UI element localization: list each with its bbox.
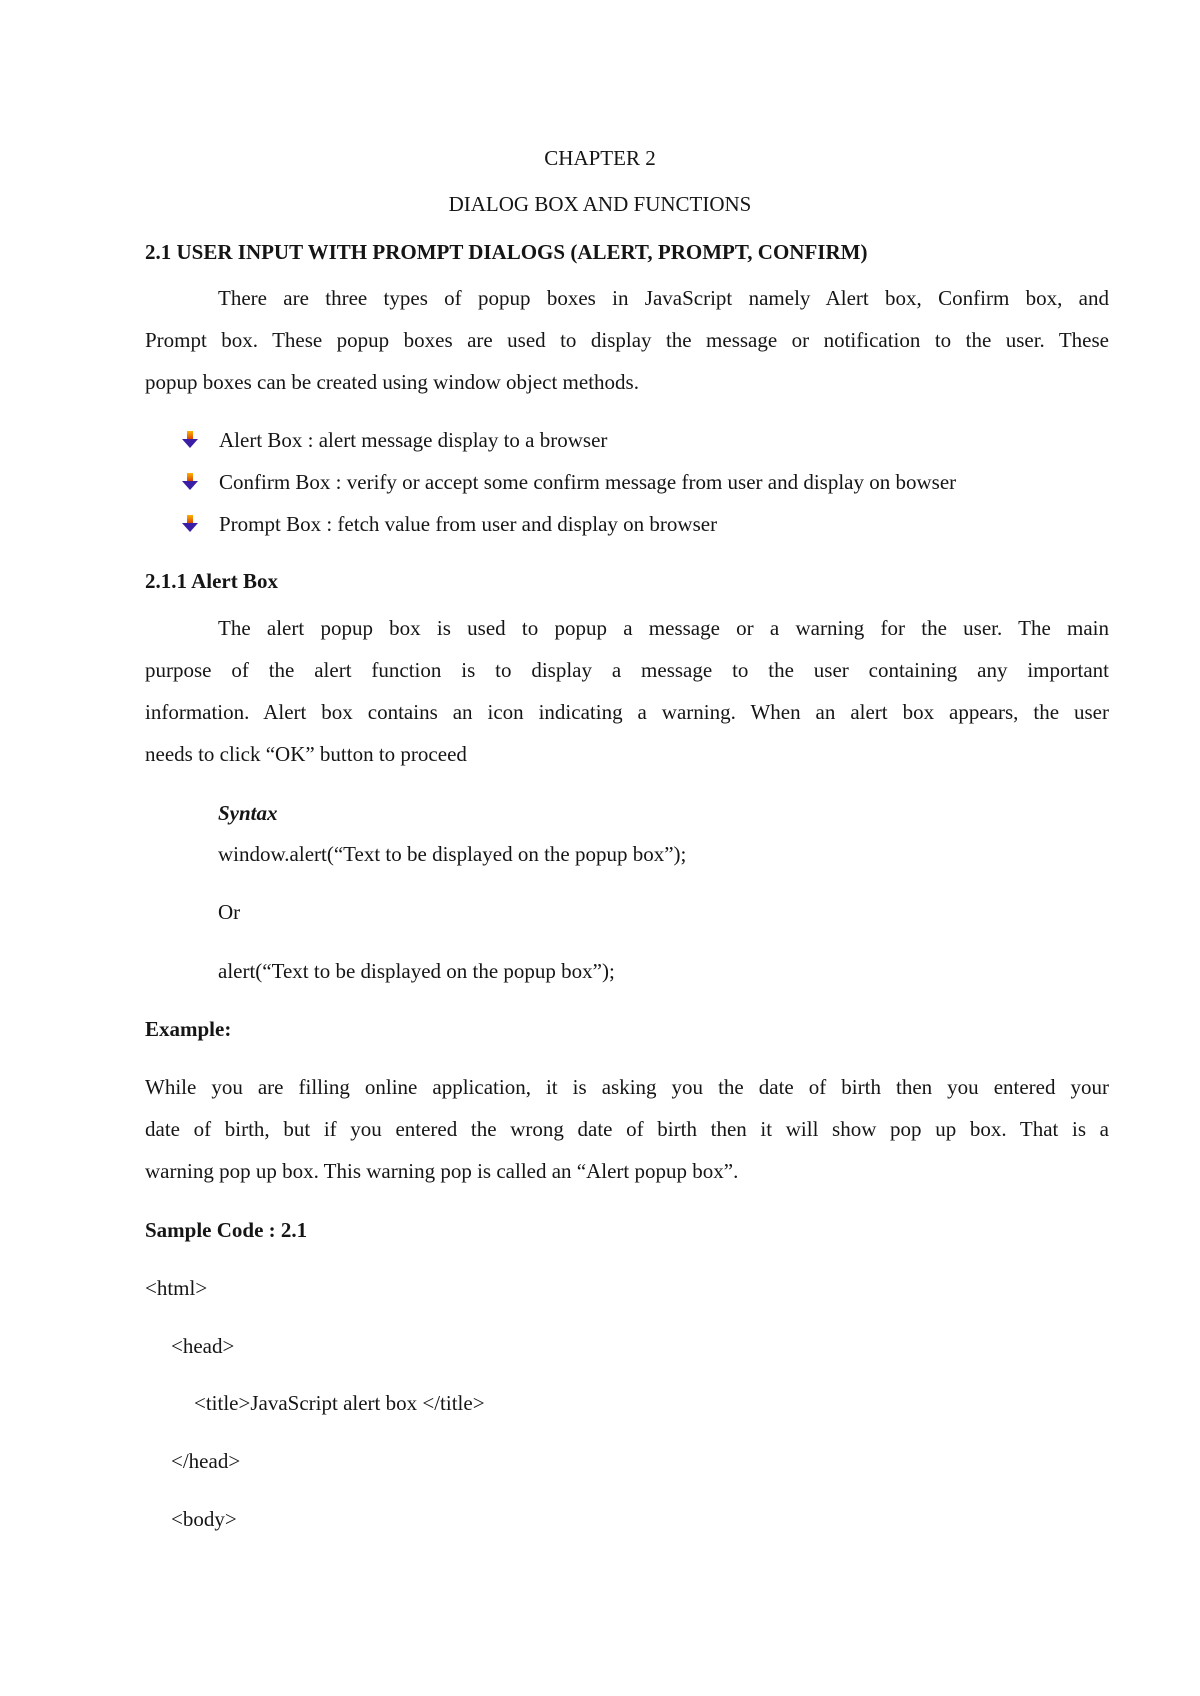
bullet-item-prompt — [181, 511, 717, 537]
arrow-down-icon — [181, 514, 199, 534]
bullet-label: Confirm Box : verify or accept some confirm message from user and display on bowser — [219, 469, 957, 494]
subsection-heading: 2.1.1 Alert Box — [145, 569, 278, 593]
code-line-html: <html> — [145, 1276, 208, 1300]
example-line-2: date of birth, but if you entered the wrong date of birth then it will show pop up box. That is a — [145, 1117, 1109, 1141]
code-line-head-close: </head> — [171, 1449, 241, 1473]
intro-line-3: popup boxes can be created using window object methods. — [145, 370, 639, 394]
alert-line-1: The alert popup box is used to popup a message or a warning for the user. The main — [218, 616, 1109, 640]
syntax-or: Or — [218, 900, 241, 924]
syntax-line-1: window.alert(“Text to be displayed on the popup box”); — [218, 842, 687, 866]
arrow-down-icon — [181, 430, 199, 450]
bullet-item-confirm — [181, 469, 956, 495]
code-line-title: <title>JavaScript alert box </title> — [194, 1391, 485, 1415]
syntax-line-2: alert(“Text to be displayed on the popup box”); — [218, 959, 615, 983]
intro-line-2: Prompt box. These popup boxes are used to display the message or notification to the user. These — [145, 328, 1109, 352]
section-heading: 2.1 USER INPUT WITH PROMPT DIALOGS (ALERT, PROMPT, CONFIRM) — [145, 240, 868, 264]
sample-code-heading: Sample Code : 2.1 — [145, 1218, 308, 1242]
bullet-item-alert — [181, 427, 607, 453]
example-line-3: warning pop up box. This warning pop is called an “Alert popup box”. — [145, 1159, 739, 1183]
alert-line-2: purpose of the alert function is to display a message to the user containing any important — [145, 658, 1109, 682]
chapter-title: DIALOG BOX AND FUNCTIONS — [448, 192, 752, 216]
code-line-head: <head> — [171, 1334, 235, 1358]
alert-line-4: needs to click “OK” button to proceed — [145, 742, 467, 766]
intro-line-1: There are three types of popup boxes in JavaScript namely Alert box, Confirm box, and — [218, 286, 1109, 310]
chapter-number: CHAPTER 2 — [544, 146, 656, 170]
bullet-label: Prompt Box : fetch value from user and display on browser — [219, 511, 718, 536]
code-line-body: <body> — [171, 1507, 237, 1531]
bullet-label: Alert Box : alert message display to a browser — [219, 427, 608, 452]
arrow-down-icon — [181, 472, 199, 492]
syntax-label: Syntax — [218, 801, 278, 825]
example-heading: Example: — [145, 1017, 232, 1041]
example-line-1: While you are filling online application, it is asking you the date of birth then you entered your — [145, 1075, 1109, 1099]
alert-line-3: information. Alert box contains an icon indicating a warning. When an alert box appears, the user — [145, 700, 1109, 724]
